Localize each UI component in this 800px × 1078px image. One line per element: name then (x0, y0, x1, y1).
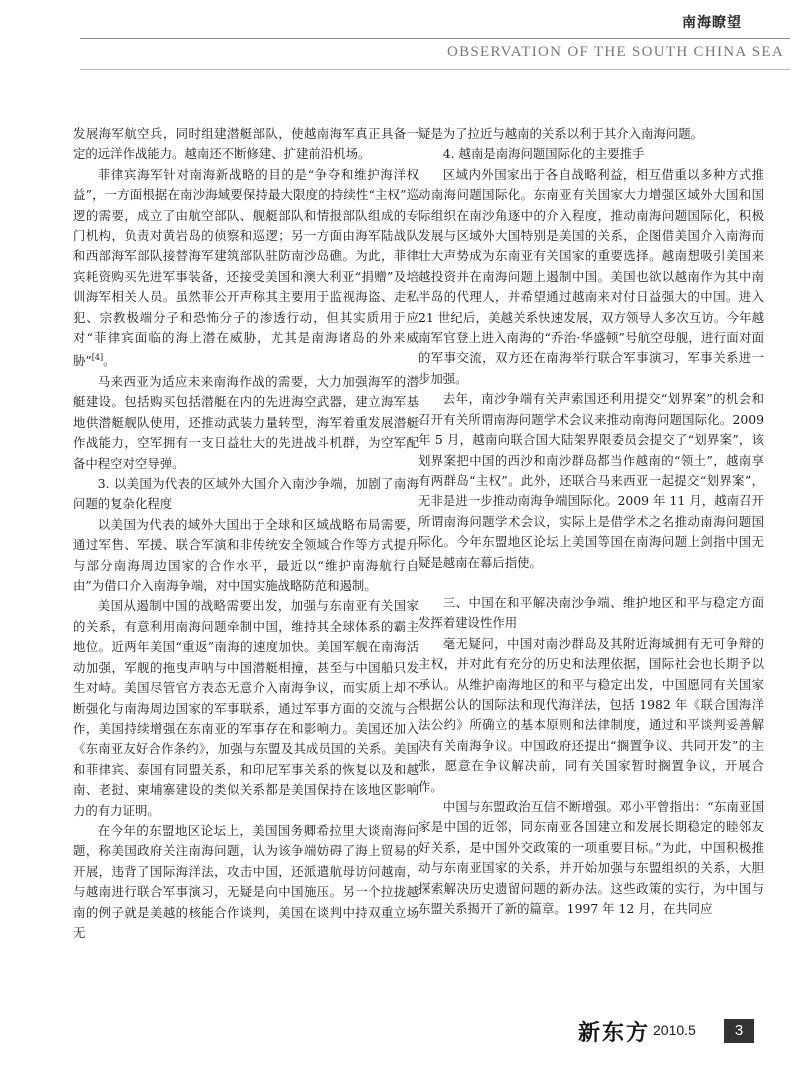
page-number: 3 (724, 1019, 754, 1043)
paragraph-text: 三、中国在和平解决南沙争端、维护地区和平与稳定方面发挥着建设性作用 (418, 594, 764, 631)
paragraph-text: 菲律宾海军针对南海新战略的目的是“争夺和维护海洋权益”，一方面根据在南沙海域要保持最大限度的持续性“主权”巡逻的需要，成立了由航空部队、舰艇部队和情报部队组成的专门机构，负责对黄岩岛的侦察和巡逻；另一方面由海军陆战队和西部海军部队接替海军建筑部队驻防南沙岛礁。为此，菲律宾耗资购买先进军事装备，还接受美国和澳大利亚“捐赠”及培训海军相关人员。虽然菲公开声称其主要用于监视海盗、走私犯、宗教极端分子和恐怖分子的渗透行动，但其实质用于应对“菲律宾面临的海上潜在威胁，尤其是南海诸岛的外来威胁” (73, 166, 419, 369)
paragraph (418, 389, 764, 573)
paragraph (73, 515, 419, 597)
section-heading (73, 474, 419, 515)
header-subtitle: OBSERVATION OF THE SOUTH CHINA SEA (446, 44, 784, 60)
paragraph (73, 821, 419, 943)
paragraph-text: 马来西亚为适应未来南海作战的需要，大力加强海军的潜艇建设。包括购买包括潜艇在内的先进海空武器，建立海军基地供潜艇舰队使用，还推动武装力量转型，海军着重发展潜艇作战能力，空军拥有一支日益壮大的先进战斗机群，为空军配备中程空对空导弹。 (73, 374, 419, 471)
paragraph-text: 去年，南沙争端有关声索国还利用提交“划界案”的机会和召开有关所谓南海问题学术会议来推动南海问题国际化。2009 年 5 月，越南向联合国大陆架界限委员会提交了“划界案”，该划界案把中国的西沙和南沙群岛都当作越南的“领土”，越南享有两群岛“主权”。此外，还联合马来西亚一起提交“划界案”，无非是进一步推动南海争端国际化。2009 年 11 月，越南召开所谓南海问题学术会议，实际上是借学术之名推动南海问题国际化。今年东盟地区论坛上美国等国在南海问题上剑指中国无疑是越南在幕后指使。 (418, 391, 764, 570)
citation-ref: [4] (91, 353, 104, 363)
paragraph (73, 124, 419, 165)
header-title: 南海瞭望 (682, 15, 742, 31)
paragraph (418, 797, 764, 919)
paragraph (418, 165, 764, 389)
paragraph-text: 以美国为代表的域外大国出于全球和区域战略布局需要，通过军售、军援、联合军演和非传统安全领域合作等方式提升与部分南海周边国家的合作水平，最近以“维护南海航行自由”为借口介入南海争端，对中国实施战略防范和遏制。 (73, 516, 419, 594)
paragraph (418, 124, 764, 144)
header-rule (80, 38, 790, 39)
paragraph-text: 美国从遏制中国的战略需要出发，加强与东南亚有关国家的关系，有意利用南海问题牵制中国，维持其全球体系的霸主地位。近两年美国“重返”南海的速度加快。美国军舰在南海活动加强，军舰的拖曳声呐与中国潜艇相撞，甚至与中国船只发生对峙。美国尽管官方表态无意介入南海争议，而实质上却不断强化与南海周边国家的军事联系，通过军事方面的交流与合作，美国持续增强在东南亚的军事存在和影响力。美国还加入《东南亚友好合作条约》，加强与东盟及其成员国的关系。美国和菲律宾、泰国有同盟关系，和印尼军事关系的恢复以及和越南、老挝、柬埔寨建设的类似关系都是美国保持在该地区影响力的有力证明。 (73, 598, 419, 818)
magazine-logo: 新东方 (578, 1020, 651, 1046)
paragraph-text: 中国与东盟政治互信不断增强。邓小平曾指出：“东南亚国家是中国的近邻，同东南亚各国建立和发展长期稳定的睦邻友好关系，是中国外交政策的一项重要目标。”为此，中国积极推动与东南亚国家的关系，并开始加强与东盟组织的关系，大胆探索解决历史遗留问题的新办法。这些政策的实行，为中国与东盟关系揭开了新的篇章。1997 年 12 月，在共同应 (418, 799, 764, 917)
paragraph-text: 毫无疑问，中国对南沙群岛及其附近海域拥有无可争辩的主权，并对此有充分的历史和法理依据，国际社会也长期予以承认。从维护南海地区的和平与稳定出发，中国愿同有关国家根据公认的国际法和现代海洋法，包括 1982 年《联合国海洋法公约》所确立的基本原则和法律制度，通过和平谈判妥善解决有关南海争议。中国政府还提出“搁置争议、共同开发”的主张，愿意在争议解决前，同有关国家暂时搁置争议，开展合作。 (418, 635, 764, 794)
paragraph-tail: 。 (103, 353, 116, 369)
paragraph-text: 发展海军航空兵，同时组建潜艇部队，使越南海军真正具备一定的远洋作战能力。越南还不断修建、扩建前沿机场。 (73, 126, 419, 162)
page-footer (0, 1018, 800, 1048)
header-rule-lower (80, 69, 790, 70)
paragraph-text: 3. 以美国为代表的区域外大国介入南沙争端，加剧了南海问题的复杂化程度 (73, 476, 419, 512)
section-heading (418, 144, 764, 164)
paragraph-text: 疑是为了拉近与越南的关系以利于其介入南海问题。 (418, 126, 703, 141)
paragraph (73, 596, 419, 820)
paragraph (418, 634, 764, 797)
paragraph-text: 4. 越南是南海问题国际化的主要推手 (442, 146, 645, 162)
left-column (73, 124, 419, 943)
paragraph-text: 在今年的东盟地区论坛上，美国国务卿希拉里大谈南海问题，称美国政府关注南海问题，认为该争端妨碍了海上贸易的开展，违背了国际海洋法，攻击中国，还派遣航母访问越南，与越南进行联合军事演习，无疑是向中国施压。另一个拉拢越南的例子就是美越的核能合作谈判，美国在谈判中持双重立场无 (73, 822, 419, 940)
right-column (418, 124, 764, 919)
paragraph-text: 区域内外国家出于各自战略利益，相互借重以多种方式推动南海问题国际化。东南亚有关国家大力增强区域外大国和国际组织在南沙角逐中的介入程度，推动南海问题国际化，积极发展与区域外大国特别是美国的关系，企图借美国介入南海而壮大声势成为东南亚有关国家的重要选择。越南想吸引美国来越投资并在南海问题上遏制中国。美国也欲以越南作为其中南半岛的代理人，并希望通过越南来对付日益强大的中国。进入 21 世纪后，美越关系快速发展，双方领导人多次互访。今年越南军官登上进入南海的“乔治·华盛顿”号航空母舰，进行面对面的军事交流，双方还在南海举行联合军事演习，军事关系进一步加强。 (418, 166, 764, 386)
paragraph (73, 372, 419, 474)
section-heading (418, 593, 764, 634)
paragraph (73, 165, 419, 372)
issue-number: 2010.5 (653, 1022, 696, 1038)
